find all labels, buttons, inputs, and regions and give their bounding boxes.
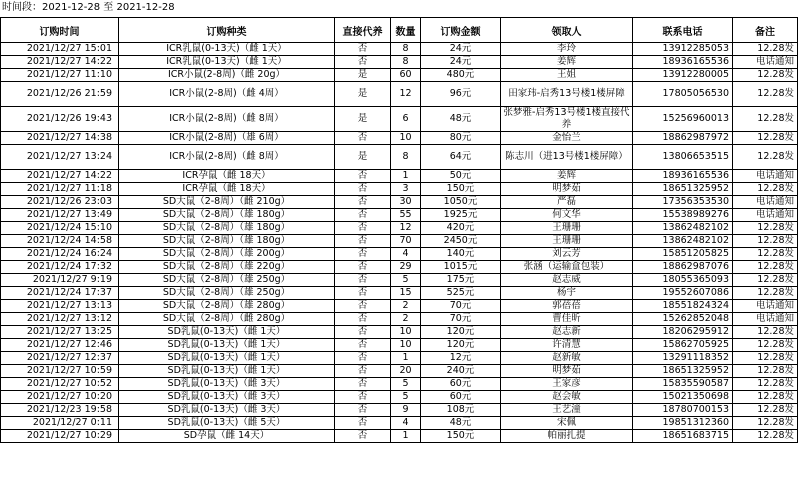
table-row [1,352,798,365]
cell-note: 12.28发 [733,43,798,56]
cell-note: 电话通知 [733,170,798,183]
cell-time: 2021/12/24 15:10 [1,222,119,235]
cell-qty: 6 [391,107,421,132]
cell-kind: SD乳鼠(0-13天)（雌 1天） [119,365,335,378]
cell-receiver: 张涵（运输盒包装） [501,261,633,274]
cell-time: 2021/12/27 10:29 [1,430,119,443]
cell-direct: 否 [335,313,391,326]
cell-qty: 10 [391,326,421,339]
cell-time: 2021/12/27 9:19 [1,274,119,287]
table-row [1,391,798,404]
cell-amount: 1015元 [421,261,501,274]
cell-qty: 8 [391,56,421,69]
cell-kind: ICR乳鼠(0-13天)（雌 1天） [119,43,335,56]
cell-kind: SD大鼠（2-8周）（雄 250g） [119,287,335,300]
cell-phone: 17805056530 [633,82,733,107]
table-row [1,378,798,391]
cell-amount: 64元 [421,145,501,170]
cell-direct: 否 [335,326,391,339]
cell-note: 12.28发 [733,365,798,378]
table-row [1,43,798,56]
cell-amount: 525元 [421,287,501,300]
cell-note: 电话通知 [733,313,798,326]
order-table [0,17,798,443]
cell-amount: 50元 [421,170,501,183]
cell-time: 2021/12/26 23:03 [1,196,119,209]
cell-receiver: 曹佳昕 [501,313,633,326]
cell-kind: SD孕鼠（雌 14天） [119,430,335,443]
cell-receiver: 姜辉 [501,56,633,69]
cell-amount: 240元 [421,365,501,378]
cell-direct: 是 [335,69,391,82]
cell-note: 12.28发 [733,132,798,145]
cell-direct: 否 [335,183,391,196]
time-period-label: 时间段：2021-12-28 至 2021-12-28 [2,2,175,13]
cell-direct: 否 [335,339,391,352]
table-row [1,196,798,209]
cell-phone: 15256960013 [633,107,733,132]
cell-time: 2021/12/27 12:37 [1,352,119,365]
cell-kind: SD乳鼠(0-13天)（雌 1天） [119,339,335,352]
cell-receiver: 许清慧 [501,339,633,352]
cell-kind: SD乳鼠(0-13天)（雌 3天） [119,378,335,391]
cell-phone: 18651325952 [633,365,733,378]
cell-qty: 3 [391,183,421,196]
cell-time: 2021/12/27 10:59 [1,365,119,378]
cell-receiver: 赵新敏 [501,352,633,365]
cell-kind: SD大鼠（2-8周）（雄 180g） [119,209,335,222]
cell-kind: SD大鼠（2-8周）（雄 250g） [119,274,335,287]
cell-qty: 10 [391,132,421,145]
column-header-direct: 直接代养 [335,18,391,43]
cell-note: 电话通知 [733,300,798,313]
column-header-receiver: 领取人 [501,18,633,43]
table-row [1,326,798,339]
cell-amount: 108元 [421,404,501,417]
cell-phone: 18862987972 [633,132,733,145]
cell-note: 12.28发 [733,107,798,132]
cell-note: 12.28发 [733,287,798,300]
cell-time: 2021/12/23 19:58 [1,404,119,417]
cell-note: 12.28发 [733,183,798,196]
cell-receiver: 杨宇 [501,287,633,300]
cell-time: 2021/12/27 14:22 [1,170,119,183]
cell-direct: 是 [335,107,391,132]
cell-direct: 是 [335,82,391,107]
cell-kind: ICR小鼠(2-8周)（雌 8周） [119,107,335,132]
cell-amount: 24元 [421,43,501,56]
cell-kind: SD大鼠（2-8周）（雌 210g） [119,196,335,209]
cell-note: 12.28发 [733,248,798,261]
cell-note: 12.28发 [733,339,798,352]
cell-kind: ICR孕鼠（雌 18天） [119,183,335,196]
cell-amount: 420元 [421,222,501,235]
cell-qty: 10 [391,339,421,352]
cell-note: 电话通知 [733,196,798,209]
table-row [1,209,798,222]
cell-kind: ICR小鼠(2-8周)（雌 8周） [119,145,335,170]
cell-amount: 60元 [421,391,501,404]
cell-phone: 15538989276 [633,209,733,222]
cell-direct: 否 [335,391,391,404]
cell-time: 2021/12/27 13:12 [1,313,119,326]
cell-direct: 否 [335,248,391,261]
cell-qty: 1 [391,170,421,183]
table-row [1,183,798,196]
cell-receiver: 金怡兰 [501,132,633,145]
cell-receiver: 赵志新 [501,326,633,339]
cell-time: 2021/12/27 13:25 [1,326,119,339]
cell-time: 2021/12/27 15:01 [1,43,119,56]
cell-direct: 否 [335,417,391,430]
cell-direct: 否 [335,274,391,287]
cell-direct: 否 [335,365,391,378]
cell-direct: 否 [335,352,391,365]
cell-phone: 15835590587 [633,378,733,391]
cell-kind: SD大鼠（2-8周）（雌 280g） [119,313,335,326]
cell-kind: SD大鼠（2-8周）（雄 180g） [119,222,335,235]
cell-time: 2021/12/27 0:11 [1,417,119,430]
cell-time: 2021/12/27 14:38 [1,132,119,145]
cell-phone: 15862705925 [633,339,733,352]
cell-receiver: 李玲 [501,43,633,56]
cell-phone: 18936165536 [633,56,733,69]
cell-kind: ICR小鼠(2-8周)（雄 6周） [119,132,335,145]
cell-receiver: 宋佩 [501,417,633,430]
cell-receiver: 田家玮-启秀13号楼1楼屏障 [501,82,633,107]
cell-time: 2021/12/24 17:37 [1,287,119,300]
cell-amount: 150元 [421,183,501,196]
table-row [1,261,798,274]
cell-amount: 70元 [421,313,501,326]
cell-note: 12.28发 [733,82,798,107]
cell-qty: 1 [391,430,421,443]
cell-qty: 30 [391,196,421,209]
cell-note: 12.28发 [733,430,798,443]
table-row [1,56,798,69]
cell-receiver: 王家彦 [501,378,633,391]
table-row [1,365,798,378]
table-row [1,417,798,430]
cell-qty: 4 [391,248,421,261]
cell-note: 12.28发 [733,235,798,248]
cell-phone: 18862987076 [633,261,733,274]
cell-amount: 2450元 [421,235,501,248]
cell-amount: 1050元 [421,196,501,209]
cell-note: 12.28发 [733,145,798,170]
table-row [1,132,798,145]
cell-time: 2021/12/27 12:46 [1,339,119,352]
cell-note: 12.28发 [733,69,798,82]
cell-receiver: 姜辉 [501,170,633,183]
cell-amount: 24元 [421,56,501,69]
cell-phone: 18936165536 [633,170,733,183]
table-row [1,82,798,107]
cell-phone: 18651325952 [633,183,733,196]
cell-direct: 否 [335,430,391,443]
cell-kind: ICR孕鼠（雌 18天） [119,170,335,183]
cell-kind: ICR小鼠(2-8周)（雌 4周） [119,82,335,107]
cell-amount: 48元 [421,107,501,132]
cell-receiver: 明梦茹 [501,365,633,378]
cell-receiver: 张梦雅-启秀13号楼1楼直接代养 [501,107,633,132]
cell-receiver: 明梦茹 [501,183,633,196]
cell-phone: 13912285053 [633,43,733,56]
cell-amount: 80元 [421,132,501,145]
cell-time: 2021/12/27 11:10 [1,69,119,82]
cell-phone: 13862482102 [633,235,733,248]
cell-time: 2021/12/27 14:22 [1,56,119,69]
column-header-qty: 数量 [391,18,421,43]
cell-time: 2021/12/27 13:49 [1,209,119,222]
cell-receiver: 赵志威 [501,274,633,287]
cell-time: 2021/12/24 16:24 [1,248,119,261]
cell-time: 2021/12/27 10:52 [1,378,119,391]
cell-note: 电话通知 [733,209,798,222]
cell-qty: 5 [391,274,421,287]
cell-receiver: 王艺潼 [501,404,633,417]
cell-phone: 15262852048 [633,313,733,326]
cell-qty: 4 [391,417,421,430]
cell-receiver: 严磊 [501,196,633,209]
cell-amount: 48元 [421,417,501,430]
cell-phone: 18551824324 [633,300,733,313]
cell-qty: 70 [391,235,421,248]
cell-direct: 否 [335,235,391,248]
cell-kind: SD乳鼠(0-13天)（雌 5天） [119,417,335,430]
cell-time: 2021/12/24 17:32 [1,261,119,274]
cell-direct: 否 [335,196,391,209]
cell-direct: 否 [335,378,391,391]
cell-direct: 是 [335,145,391,170]
cell-note: 12.28发 [733,222,798,235]
cell-qty: 12 [391,82,421,107]
table-row [1,430,798,443]
cell-direct: 否 [335,287,391,300]
cell-receiver: 王姐 [501,69,633,82]
cell-receiver: 郭蓓蓓 [501,300,633,313]
cell-direct: 否 [335,261,391,274]
cell-qty: 2 [391,300,421,313]
cell-kind: SD大鼠（2-8周）（雄 200g） [119,248,335,261]
cell-phone: 18780700153 [633,404,733,417]
cell-kind: SD乳鼠(0-13天)（雌 3天） [119,404,335,417]
cell-qty: 1 [391,352,421,365]
cell-amount: 150元 [421,430,501,443]
cell-receiver: 刘云芳 [501,248,633,261]
cell-time: 2021/12/24 14:58 [1,235,119,248]
column-header-phone: 联系电话 [633,18,733,43]
cell-amount: 120元 [421,326,501,339]
cell-amount: 96元 [421,82,501,107]
table-row [1,300,798,313]
cell-qty: 29 [391,261,421,274]
cell-receiver: 王珊珊 [501,222,633,235]
cell-direct: 否 [335,170,391,183]
cell-phone: 13291118352 [633,352,733,365]
cell-direct: 否 [335,56,391,69]
cell-qty: 12 [391,222,421,235]
cell-amount: 140元 [421,248,501,261]
cell-qty: 15 [391,287,421,300]
table-row [1,235,798,248]
table-row [1,274,798,287]
cell-phone: 15851205825 [633,248,733,261]
cell-phone: 15021350698 [633,391,733,404]
cell-time: 2021/12/27 11:18 [1,183,119,196]
cell-kind: SD乳鼠(0-13天)（雌 3天） [119,391,335,404]
cell-time: 2021/12/26 19:43 [1,107,119,132]
cell-receiver: 陈志川（进13号楼1楼屏障） [501,145,633,170]
cell-phone: 13912280005 [633,69,733,82]
cell-time: 2021/12/27 10:20 [1,391,119,404]
cell-amount: 70元 [421,300,501,313]
cell-direct: 否 [335,132,391,145]
table-row [1,404,798,417]
cell-amount: 1925元 [421,209,501,222]
cell-receiver: 何文华 [501,209,633,222]
cell-qty: 20 [391,365,421,378]
cell-phone: 19552607086 [633,287,733,300]
cell-amount: 120元 [421,339,501,352]
table-row [1,69,798,82]
cell-kind: SD乳鼠(0-13天)（雌 1天） [119,352,335,365]
cell-note: 12.28发 [733,352,798,365]
cell-note: 12.28发 [733,274,798,287]
cell-phone: 13862482102 [633,222,733,235]
table-row [1,339,798,352]
cell-phone: 18055365093 [633,274,733,287]
cell-direct: 否 [335,43,391,56]
cell-time: 2021/12/27 13:13 [1,300,119,313]
table-row [1,107,798,132]
cell-qty: 5 [391,378,421,391]
column-header-time: 订购时间 [1,18,119,43]
cell-amount: 175元 [421,274,501,287]
column-header-amount: 订购金额 [421,18,501,43]
column-header-kind: 订购种类 [119,18,335,43]
cell-receiver: 帕丽扎提 [501,430,633,443]
cell-note: 12.28发 [733,326,798,339]
cell-phone: 18206295912 [633,326,733,339]
cell-receiver: 赵会敏 [501,391,633,404]
cell-qty: 8 [391,43,421,56]
cell-kind: SD乳鼠(0-13天)（雌 1天） [119,326,335,339]
table-row [1,222,798,235]
table-row [1,145,798,170]
cell-qty: 5 [391,391,421,404]
cell-qty: 2 [391,313,421,326]
cell-kind: ICR乳鼠(0-13天)（雌 1天） [119,56,335,69]
table-row [1,313,798,326]
cell-note: 电话通知 [733,56,798,69]
table-header-row [1,18,798,43]
cell-direct: 否 [335,209,391,222]
cell-qty: 8 [391,145,421,170]
cell-qty: 9 [391,404,421,417]
cell-amount: 12元 [421,352,501,365]
cell-kind: SD大鼠（2-8周）（雄 180g） [119,235,335,248]
cell-phone: 19851312360 [633,417,733,430]
cell-note: 12.28发 [733,404,798,417]
cell-phone: 18651683715 [633,430,733,443]
cell-amount: 480元 [421,69,501,82]
cell-note: 12.28发 [733,391,798,404]
column-header-note: 备注 [733,18,798,43]
table-row [1,170,798,183]
cell-note: 12.28发 [733,378,798,391]
cell-receiver: 王珊珊 [501,235,633,248]
cell-kind: SD大鼠（2-8周）（雄 220g） [119,261,335,274]
cell-kind: SD大鼠（2-8周）（雄 280g） [119,300,335,313]
cell-note: 12.28发 [733,417,798,430]
cell-time: 2021/12/27 13:24 [1,145,119,170]
cell-direct: 否 [335,404,391,417]
cell-direct: 否 [335,300,391,313]
cell-note: 12.28发 [733,261,798,274]
cell-phone: 17356353530 [633,196,733,209]
cell-qty: 60 [391,69,421,82]
cell-time: 2021/12/26 21:59 [1,82,119,107]
cell-kind: ICR小鼠(2-8周)（雌 20g） [119,69,335,82]
table-row [1,287,798,300]
cell-phone: 13806653515 [633,145,733,170]
cell-direct: 否 [335,222,391,235]
table-row [1,248,798,261]
cell-amount: 60元 [421,378,501,391]
cell-qty: 55 [391,209,421,222]
